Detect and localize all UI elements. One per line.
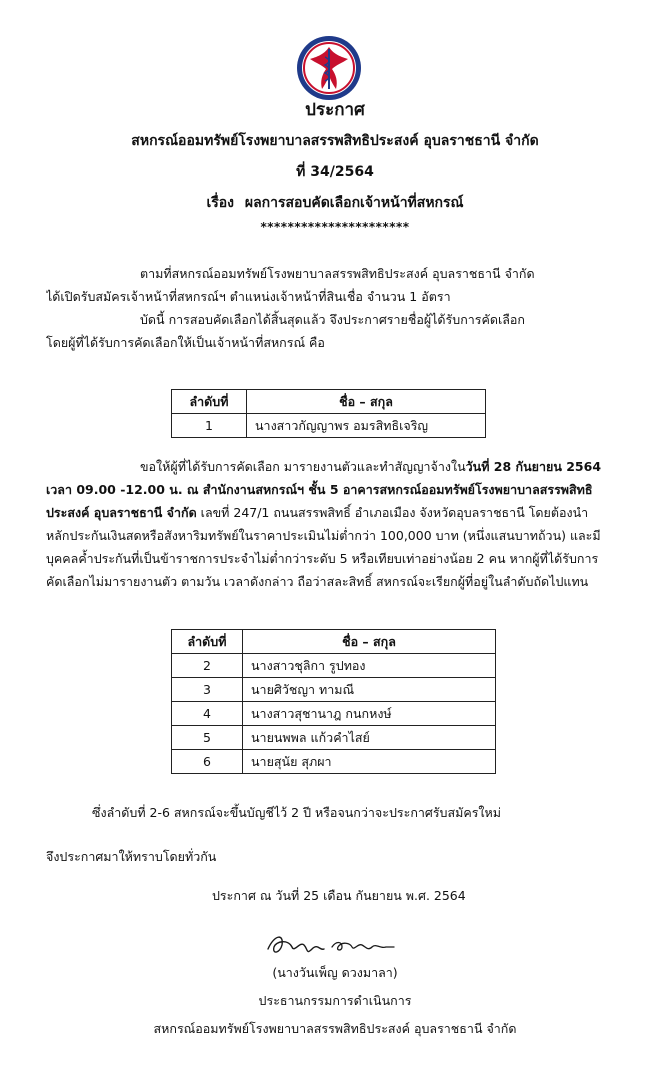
signer-organization: สหกรณ์ออมทรัพย์โรงพยาบาลสรรพสิทธิประสงค์ อุบลราชธานี จำกัด [153,1021,517,1036]
table-header-row [172,630,496,654]
organization-name: สหกรณ์ออมทรัพย์โรงพยาบาลสรรพสิทธิประสงค์ อุบลราชธานี จำกัด [131,133,539,149]
reserve-note: ซึ่งลำดับที่ 2-6 สหกรณ์จะขึ้นบัญชีไว้ 2 ปี หรือจนกว่าจะประกาศรับสมัครใหม่ [92,805,502,820]
report-line: หลักประกันเงินสดหรือสังหาริมทรัพย์ในราคาประเมินไม่ต่ำกว่า 100,000 บาท (หนึ่งแสนบาทถ้วน) และมี [46,528,601,543]
intro-line: บัดนี้ การสอบคัดเลือกได้สิ้นสุดแล้ว จึงประกาศรายชื่อผู้ได้รับการคัดเลือก [140,312,525,327]
intro-line: ได้เปิดรับสมัครเจ้าหน้าที่สหกรณ์ฯ ตำแหน่งเจ้าหน้าที่สินเชื่อ จำนวน 1 อัตรา [46,289,451,304]
column-header-order: ลำดับที่ [172,390,247,414]
announcement-date: ประกาศ ณ วันที่ 25 เดือน กันยายน พ.ศ. 2564 [212,888,466,903]
table-row [172,702,496,726]
row-name: นายสุนัย สุภผา [243,750,496,774]
report-place-name: ประสงค์ อุบลราชธานี จำกัด [46,505,197,520]
row-name: นายศิวัชญา ทามณี [243,678,496,702]
table-row [172,750,496,774]
closing-statement: จึงประกาศมาให้ทราบโดยทั่วกัน [46,849,217,864]
selected-candidate-table [171,389,486,438]
reserve-list-table [171,629,496,774]
signature-image [262,927,402,961]
announcement-subject: เรื่อง ผลการสอบคัดเลือกเจ้าหน้าที่สหกรณ์ [206,195,464,211]
intro-paragraph [46,262,624,354]
row-order: 2 [172,654,243,678]
announcement-number: ที่ 34/2564 [296,164,374,180]
column-header-order: ลำดับที่ [172,630,243,654]
announcement-title: ประกาศ [305,100,365,120]
column-header-name: ชื่อ – สกุล [247,390,486,414]
row-order: 4 [172,702,243,726]
table-row [172,654,496,678]
cooperative-logo [296,35,362,101]
row-name: นางสาวกัญญาพร อมรสิทธิเจริญ [247,414,486,438]
signer-name: (นางวันเพ็ญ ดวงมาลา) [272,965,398,980]
intro-line: ตามที่สหกรณ์ออมทรัพย์โรงพยาบาลสรรพสิทธิประสงค์ อุบลราชธานี จำกัด [140,266,535,281]
report-address: เลขที่ 247/1 ถนนสรรพสิทธิ์ อำเภอเมือง จังหวัดอุบลราชธานี โดยต้องนำ [196,505,589,520]
table-row [172,414,486,438]
report-date: วันที่ 28 กันยายน 2564 [465,459,602,474]
report-line: บุคคลค้ำประกันที่เป็นข้าราชการประจำไม่ต่ำกว่าระดับ 5 หรือเทียบเท่าอย่างน้อย 2 คน หากผู้ที่ได้รับการ [46,551,599,566]
report-line [46,455,624,478]
signer-position: ประธานกรรมการดำเนินการ [258,993,412,1008]
row-order: 6 [172,750,243,774]
row-order: 1 [172,414,247,438]
row-name: นายนพพล แก้วคำไสย์ [243,726,496,750]
report-line: คัดเลือกไม่มารายงานตัว ตามวัน เวลาดังกล่าว ถือว่าสละสิทธิ์ สหกรณ์จะเรียกผู้ที่อยู่ในลำดับถัดไปแทน [46,574,589,589]
column-header-name: ชื่อ – สกุล [243,630,496,654]
header-separator: ********************** [260,220,410,234]
report-line [46,501,624,524]
report-paragraph [46,455,624,593]
table-header-row [172,390,486,414]
table-row [172,678,496,702]
intro-line: โดยผู้ที่ได้รับการคัดเลือกให้เป็นเจ้าหน้าที่สหกรณ์ คือ [46,335,325,350]
row-name: นางสาวชุลิกา รูปทอง [243,654,496,678]
row-name: นางสาวสุชานาฎ กนกหงษ์ [243,702,496,726]
table-row [172,726,496,750]
row-order: 3 [172,678,243,702]
row-order: 5 [172,726,243,750]
report-text: ขอให้ผู้ที่ได้รับการคัดเลือก มารายงานตัวและทำสัญญาจ้างใน [140,459,466,474]
report-time-place: เวลา 09.00 -12.00 น. ณ สำนักงานสหกรณ์ฯ ชั้น 5 อาคารสหกรณ์ออมทรัพย์โรงพยาบาลสรรพสิทธิ [46,482,593,497]
